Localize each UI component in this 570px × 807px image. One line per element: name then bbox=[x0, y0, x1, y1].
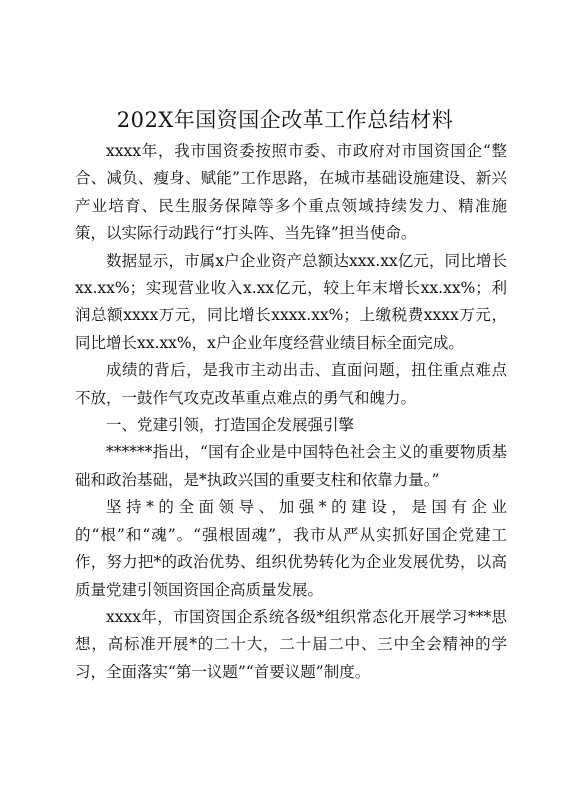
paragraph-party-building: 坚持*的全面领导、加强*的建设，是国有企业的“根”和“魂”。“强根固魂”，我市从严从实抓好国企党建工作，努力把*的政治优势、组织优势转化为企业发展优势，以高质量党建引领国资国企高质量发展。 bbox=[75, 498, 507, 599]
section-heading: 一、党建引领，打造国企发展强引擎 bbox=[106, 416, 355, 435]
paragraph-data: 数据显示，市属x户企业资产总额达xxx.xx亿元，同比增长xx.xx%；实现营业收入x.xx亿元，较上年末增长xx.xx%；利润总额xxxx万元，同比增长xxxx.xx%；上缴税费xxxx万元，同比增长xx.xx%，x户企业年度经营业绩目标全面完成。 bbox=[75, 251, 507, 352]
paragraph-intro: xxxx年，我市国资委按照市委、市政府对市国资国企“整合、减负、瘦身、赋能”工作思路，在城市基础设施建设、新兴产业培育、民生服务保障等多个重点领域持续发力、精准施策，以实际行动践行“打头阵、当先锋”担当使命。 bbox=[75, 142, 507, 243]
paragraph-achievement: 成绩的背后，是我市主动出击、直面问题，扭住重点难点不放，一鼓作气攻克改革重点难点的勇气和魄力。 bbox=[75, 361, 507, 407]
paragraph-quote: ******指出，“国有企业是中国特色社会主义的重要物质基础和政治基础，是*执政兴国的重要支柱和依靠力量。” bbox=[75, 443, 507, 489]
paragraph-study: xxxx年，市国资国企系统各级*组织常态化开展学习***思想，高标准开展*的二十大，二十届二中、三中全会精神的学习，全面落实“第一议题”“首要议题”制度。 bbox=[75, 607, 507, 681]
document-body bbox=[75, 138, 507, 686]
document-title: 202X年国资国企改革工作总结材料 bbox=[116, 108, 454, 132]
